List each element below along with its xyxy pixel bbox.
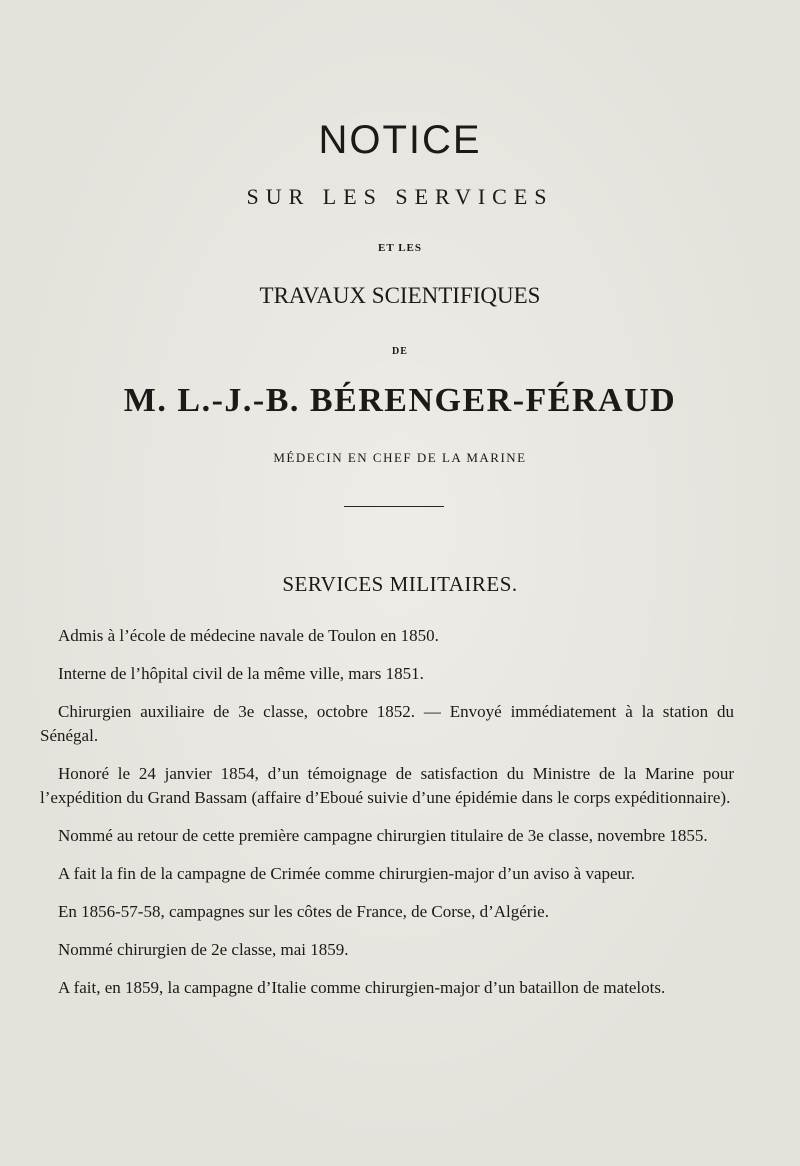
- entry-paragraph: Interne de l’hôpital civil de la même ville, mars 1851.: [58, 664, 424, 683]
- entry-paragraph: Chirurgien auxiliaire de 3e classe, octobre 1852. — Envoyé immédiatement à la station du Sénégal.: [40, 702, 734, 745]
- service-entries: [40, 624, 734, 1014]
- entry-paragraph: Honoré le 24 janvier 1854, d’un témoignage de satisfaction du Ministre de la Marine pour l’expédition du Grand Bassam (affaire d’Eboué suivie d’une épidémie dans le corps expéditionnaire).: [40, 764, 734, 807]
- section-heading: SERVICES MILITAIRES.: [282, 572, 518, 596]
- divider-rule: [344, 506, 444, 507]
- entry-paragraph: A fait, en 1859, la campagne d’Italie comme chirurgien-major d’un bataillon de matelots.: [58, 978, 666, 997]
- notice-title: NOTICE: [318, 118, 482, 162]
- subtitle-et-les: ET LES: [377, 242, 423, 254]
- entry-paragraph: Admis à l’école de médecine navale de Toulon en 1850.: [58, 626, 439, 645]
- entry-paragraph: Nommé au retour de cette première campagne chirurgien titulaire de 3e classe, novembre 1855.: [58, 826, 708, 845]
- entry-paragraph: A fait la fin de la campagne de Crimée comme chirurgien-major d’un aviso à vapeur.: [58, 864, 636, 883]
- subtitle-travaux: TRAVAUX SCIENTIFIQUES: [259, 283, 541, 308]
- subtitle-de: DE: [392, 346, 408, 357]
- author-role: MÉDECIN EN CHEF DE LA MARINE: [273, 450, 527, 465]
- subtitle-services: SUR LES SERVICES: [246, 184, 554, 209]
- author-name: M. L.-J.-B. BÉRENGER-FÉRAUD: [123, 382, 677, 419]
- entry-paragraph: Nommé chirurgien de 2e classe, mai 1859.: [58, 940, 349, 959]
- entry-paragraph: En 1856-57-58, campagnes sur les côtes de France, de Corse, d’Algérie.: [58, 902, 549, 921]
